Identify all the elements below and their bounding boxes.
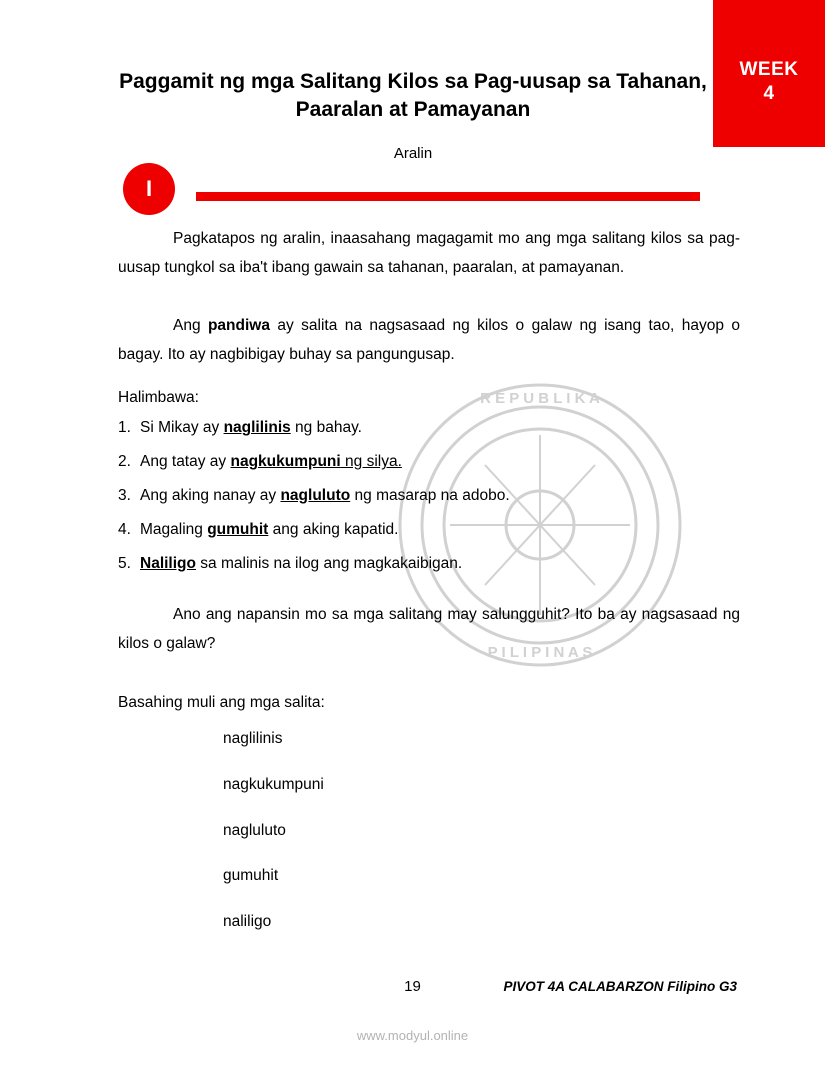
- item-after: sa malinis na ilog ang magkakaibigan.: [195, 554, 463, 572]
- definition-before: Ang: [173, 317, 208, 335]
- item-keyword: naglilinis: [223, 419, 291, 437]
- section-divider: [196, 192, 700, 201]
- item-after: ang aking kapatid.: [268, 520, 399, 538]
- list-item: nagluluto: [223, 821, 286, 839]
- intro-paragraph: Pagkatapos ng aralin, inaasahang magagamit mo ang mga salitang kilos sa pag-uusap tungkol sa iba't ibang gawain sa tahanan, paaralan, at pamayanan.: [118, 230, 740, 276]
- item-number: 3.: [118, 486, 131, 504]
- week-tab-label: WEEK: [739, 59, 799, 80]
- definition-keyword: pandiwa: [207, 317, 270, 335]
- list-item: naliligo: [223, 913, 272, 931]
- page-title: Paggamit ng mga Salitang Kilos sa Pag-uusap sa Tahanan, Paaralan at Pamayanan: [119, 70, 707, 122]
- item-before: Si Mikay ay: [140, 419, 224, 437]
- list-item: gumuhit: [223, 867, 279, 885]
- svg-text:R E P U B L I K A: R E P U B L I K A: [480, 390, 600, 407]
- list-item: [118, 450, 740, 475]
- item-number: 4.: [118, 520, 131, 538]
- item-after: ng silya.: [340, 453, 402, 471]
- examples-list: [118, 416, 740, 576]
- list-item: [118, 518, 740, 543]
- item-number: 2.: [118, 453, 131, 471]
- list-item: [118, 416, 740, 441]
- item-after: ng bahay.: [290, 419, 362, 437]
- item-keyword: gumuhit: [207, 520, 269, 538]
- definition-paragraph: [118, 312, 740, 369]
- item-keyword: nagkukumpuni: [230, 453, 341, 471]
- examples-label: Halimbawa:: [118, 388, 199, 406]
- list-item: nagkukumpuni: [223, 776, 324, 794]
- week-tab-number: 4: [763, 82, 775, 104]
- word-list: [118, 725, 740, 936]
- page-subtitle: Aralin: [393, 145, 433, 162]
- item-before: Ang aking nanay ay: [140, 486, 281, 504]
- item-keyword: Naliligo: [140, 554, 196, 572]
- item-before: Magaling: [140, 520, 208, 538]
- page-number: 19: [404, 978, 421, 995]
- list-item: [118, 484, 740, 509]
- footer-site: www.modyul.online: [356, 1028, 469, 1043]
- item-number: 1.: [118, 419, 131, 437]
- item-keyword: nagluluto: [280, 486, 351, 504]
- list-item: [118, 552, 740, 577]
- list-item: naglilinis: [223, 730, 283, 748]
- svg-text:P I L I P I N A S: P I L I P I N A S: [487, 644, 593, 661]
- item-after: ng masarap na adobo.: [350, 486, 510, 504]
- question-paragraph: Ano ang napansin mo sa mga salitang may salungguhit? Ito ba ay nagsasaad ng kilos o galaw?: [118, 606, 740, 653]
- section-numeral-badge: I: [123, 163, 175, 215]
- footer-source: PIVOT 4A CALABARZON Filipino G3: [503, 979, 737, 994]
- item-before: Ang tatay ay: [140, 453, 231, 471]
- week-tab: [713, 0, 825, 147]
- reread-label: Basahing muli ang mga salita:: [118, 693, 325, 711]
- body-content: [118, 225, 740, 954]
- definition-after: ay salita na nagsasaad ng kilos o galaw ng isang tao, hayop o bagay. Ito ay nagbibigay buhay sa pangungusap.: [118, 317, 740, 364]
- item-number: 5.: [118, 554, 131, 572]
